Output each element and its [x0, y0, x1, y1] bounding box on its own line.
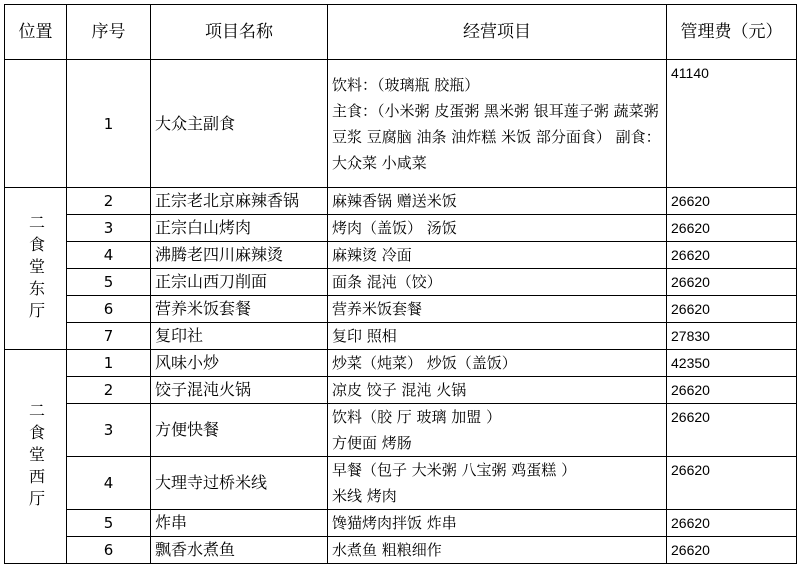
seq-cell: 4: [67, 457, 151, 510]
name-cell: 大理寺过桥米线: [151, 457, 328, 510]
business-cell: 烤肉（盖饭） 汤饭: [328, 215, 667, 242]
business-cell: 炒菜（炖菜） 炒饭（盖饭）: [328, 350, 667, 377]
fee-cell: 26620: [667, 510, 797, 537]
name-cell: 正宗老北京麻辣香锅: [151, 188, 328, 215]
business-cell: 营养米饭套餐: [328, 296, 667, 323]
fee-cell: 27830: [667, 323, 797, 350]
seq-cell: 2: [67, 188, 151, 215]
name-cell: 方便快餐: [151, 404, 328, 457]
seq-cell: 6: [67, 296, 151, 323]
seq-cell: 5: [67, 269, 151, 296]
table-row: [5, 296, 797, 323]
seq-cell: 6: [67, 537, 151, 564]
business-cell: 面条 混沌（饺）: [328, 269, 667, 296]
name-cell: 风味小炒: [151, 350, 328, 377]
header-business: 经营项目: [328, 5, 667, 60]
seq-cell: 3: [67, 215, 151, 242]
table-row: [5, 537, 797, 564]
location-west: 二食堂西厅: [5, 350, 67, 564]
header-fee: 管理费（元）: [667, 5, 797, 60]
name-cell: 正宗山西刀削面: [151, 269, 328, 296]
business-cell: 早餐（包子 大米粥 八宝粥 鸡蛋糕 ） 米线 烤肉: [328, 457, 667, 510]
name-cell: 营养米饭套餐: [151, 296, 328, 323]
name-cell: 复印社: [151, 323, 328, 350]
fee-cell: 42350: [667, 350, 797, 377]
table-row: [5, 510, 797, 537]
fee-cell: 26620: [667, 269, 797, 296]
seq-cell: 2: [67, 377, 151, 404]
name-cell: 飘香水煮鱼: [151, 537, 328, 564]
business-cell: 凉皮 饺子 混沌 火锅: [328, 377, 667, 404]
table-row: [5, 188, 797, 215]
location-east: 二食堂东厅: [5, 188, 67, 350]
fee-cell: 26620: [667, 296, 797, 323]
business-cell: 麻辣烫 冷面: [328, 242, 667, 269]
business-cell: 复印 照相: [328, 323, 667, 350]
fee-cell: 41140: [667, 60, 797, 188]
table-row: [5, 350, 797, 377]
seq-cell: 1: [67, 350, 151, 377]
seq-cell: 1: [67, 60, 151, 188]
business-cell: 饮料（胶 厅 玻璃 加盟 ） 方便面 烤肠: [328, 404, 667, 457]
name-cell: 正宗白山烤肉: [151, 215, 328, 242]
table-row: [5, 457, 797, 510]
header-row: [5, 5, 797, 60]
name-cell: 大众主副食: [151, 60, 328, 188]
fee-cell: 26620: [667, 404, 797, 457]
fee-cell: 26620: [667, 188, 797, 215]
table-row: [5, 377, 797, 404]
name-cell: 沸腾老四川麻辣烫: [151, 242, 328, 269]
fee-table: [4, 4, 797, 564]
fee-cell: 26620: [667, 457, 797, 510]
seq-cell: 5: [67, 510, 151, 537]
table-row: [5, 323, 797, 350]
business-cell: 饮料：（玻璃瓶 胶瓶） 主食：（小米粥 皮蛋粥 黑米粥 银耳莲子粥 蔬菜粥 豆浆 豆腐脑 油条 油炸糕 米饭 部分面食） 副食：大众菜 小咸菜: [328, 60, 667, 188]
fee-cell: 26620: [667, 377, 797, 404]
table-row: [5, 269, 797, 296]
seq-cell: 3: [67, 404, 151, 457]
table-row: [5, 404, 797, 457]
business-cell: 水煮鱼 粗粮细作: [328, 537, 667, 564]
fee-cell: 26620: [667, 242, 797, 269]
business-cell: 馋猫烤肉拌饭 炸串: [328, 510, 667, 537]
header-name: 项目名称: [151, 5, 328, 60]
seq-cell: 4: [67, 242, 151, 269]
name-cell: 饺子混沌火锅: [151, 377, 328, 404]
header-location: 位置: [5, 5, 67, 60]
table-row: [5, 215, 797, 242]
header-seq: 序号: [67, 5, 151, 60]
business-cell: 麻辣香锅 赠送米饭: [328, 188, 667, 215]
seq-cell: 7: [67, 323, 151, 350]
table-row: [5, 60, 797, 188]
fee-cell: 26620: [667, 537, 797, 564]
table-row: [5, 242, 797, 269]
location-cell-blank: [5, 60, 67, 188]
name-cell: 炸串: [151, 510, 328, 537]
fee-cell: 26620: [667, 215, 797, 242]
